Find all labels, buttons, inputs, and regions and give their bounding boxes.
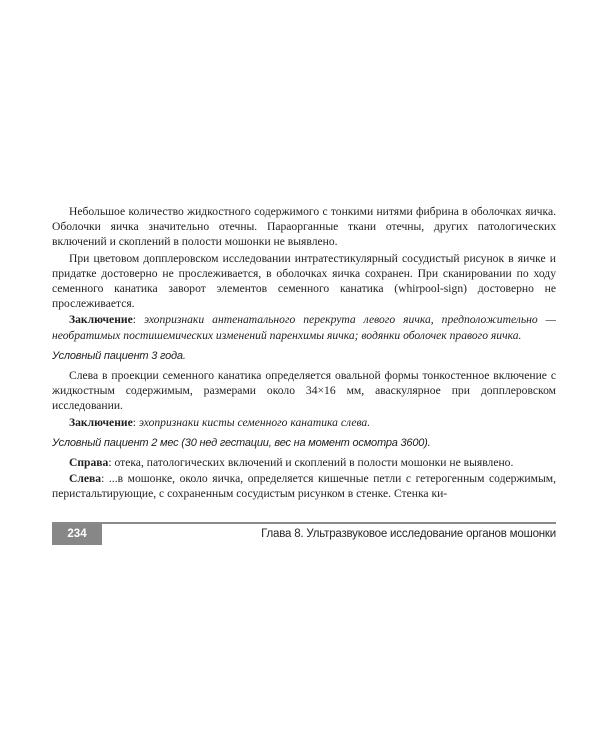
conclusion-text: эхопризнаки кисты семенного канатика слева. xyxy=(138,415,371,429)
conclusion-label: Заключение xyxy=(69,415,133,429)
page-number: 234 xyxy=(52,524,102,545)
conclusion-paragraph: Заключение: эхопризнаки кисты семенного канатика слева. xyxy=(69,415,371,429)
paragraph: Небольшое количество жидкостного содержимого с тонкими нитями фибрина в оболочках яичка. Оболочки яичка значительно отечны. Параорганные ткани отечны, других патологических включений и скоплений в полости мошонки не выявлено. xyxy=(52,205,556,249)
paragraph: Справа: отека, патологических включений и скоплений в полости мошонки не выявлено. xyxy=(69,456,514,470)
conclusion-text: эхопризнаки антенатального перекрута левого яичка, предположительно — необратимых постишемических изменений паренхимы яичка; водянки оболочек правого яичка. xyxy=(52,313,556,342)
side-label: Справа xyxy=(69,456,109,470)
conclusion-paragraph: Заключение: эхопризнаки антенатального перекрута левого яичка, предположительно — необратимых постишемических изменений паренхимы яичка; водянки оболочек правого яичка. xyxy=(52,313,556,342)
paragraph: Слева: ...в мошонке, около яичка, определяется кишечные петли с гетерогенным содержимым, перистальтирующие, с сохраненным сосудистым рисунком в стенке. Стенка ки- xyxy=(52,472,557,501)
side-text: отека, патологических включений и скоплений в полости мошонки не выявлено. xyxy=(114,456,514,470)
chapter-title: Глава 8. Ультразвуковое исследование органов мошонки xyxy=(261,528,556,540)
body-text xyxy=(52,204,556,502)
conclusion-label: Заключение xyxy=(69,313,133,327)
case-heading: Условный пациент 3 года. xyxy=(52,349,186,362)
footer-rule xyxy=(52,522,556,524)
paragraph: Слева в проекции семенного канатика определяется овальной формы тонкостенное включение с жидкостным содержимым, размерами около 34×16 мм, аваскулярное при допплеровском исследовании. xyxy=(52,369,556,413)
side-label: Слева xyxy=(69,472,102,486)
case-heading: Условный пациент 2 мес (30 нед гестации, вес на момент осмотра 3600). xyxy=(52,436,431,449)
side-text: ...в мошонке, около яичка, определяется кишечные петли с гетерогенным содержимым, перистальтирующие, с сохраненным сосудистым рисунком в стенке. Стенка ки- xyxy=(52,472,557,501)
paragraph: При цветовом допплеровском исследовании интратестикулярный сосудистый рисунок в яичке и придатке достоверно не прослеживается, в оболочках яичка сохранен. При сканировании по ходу семенного канатика заворот элементов семенного канатика (whirpool-sign) достоверно не прослеживается. xyxy=(52,251,556,311)
